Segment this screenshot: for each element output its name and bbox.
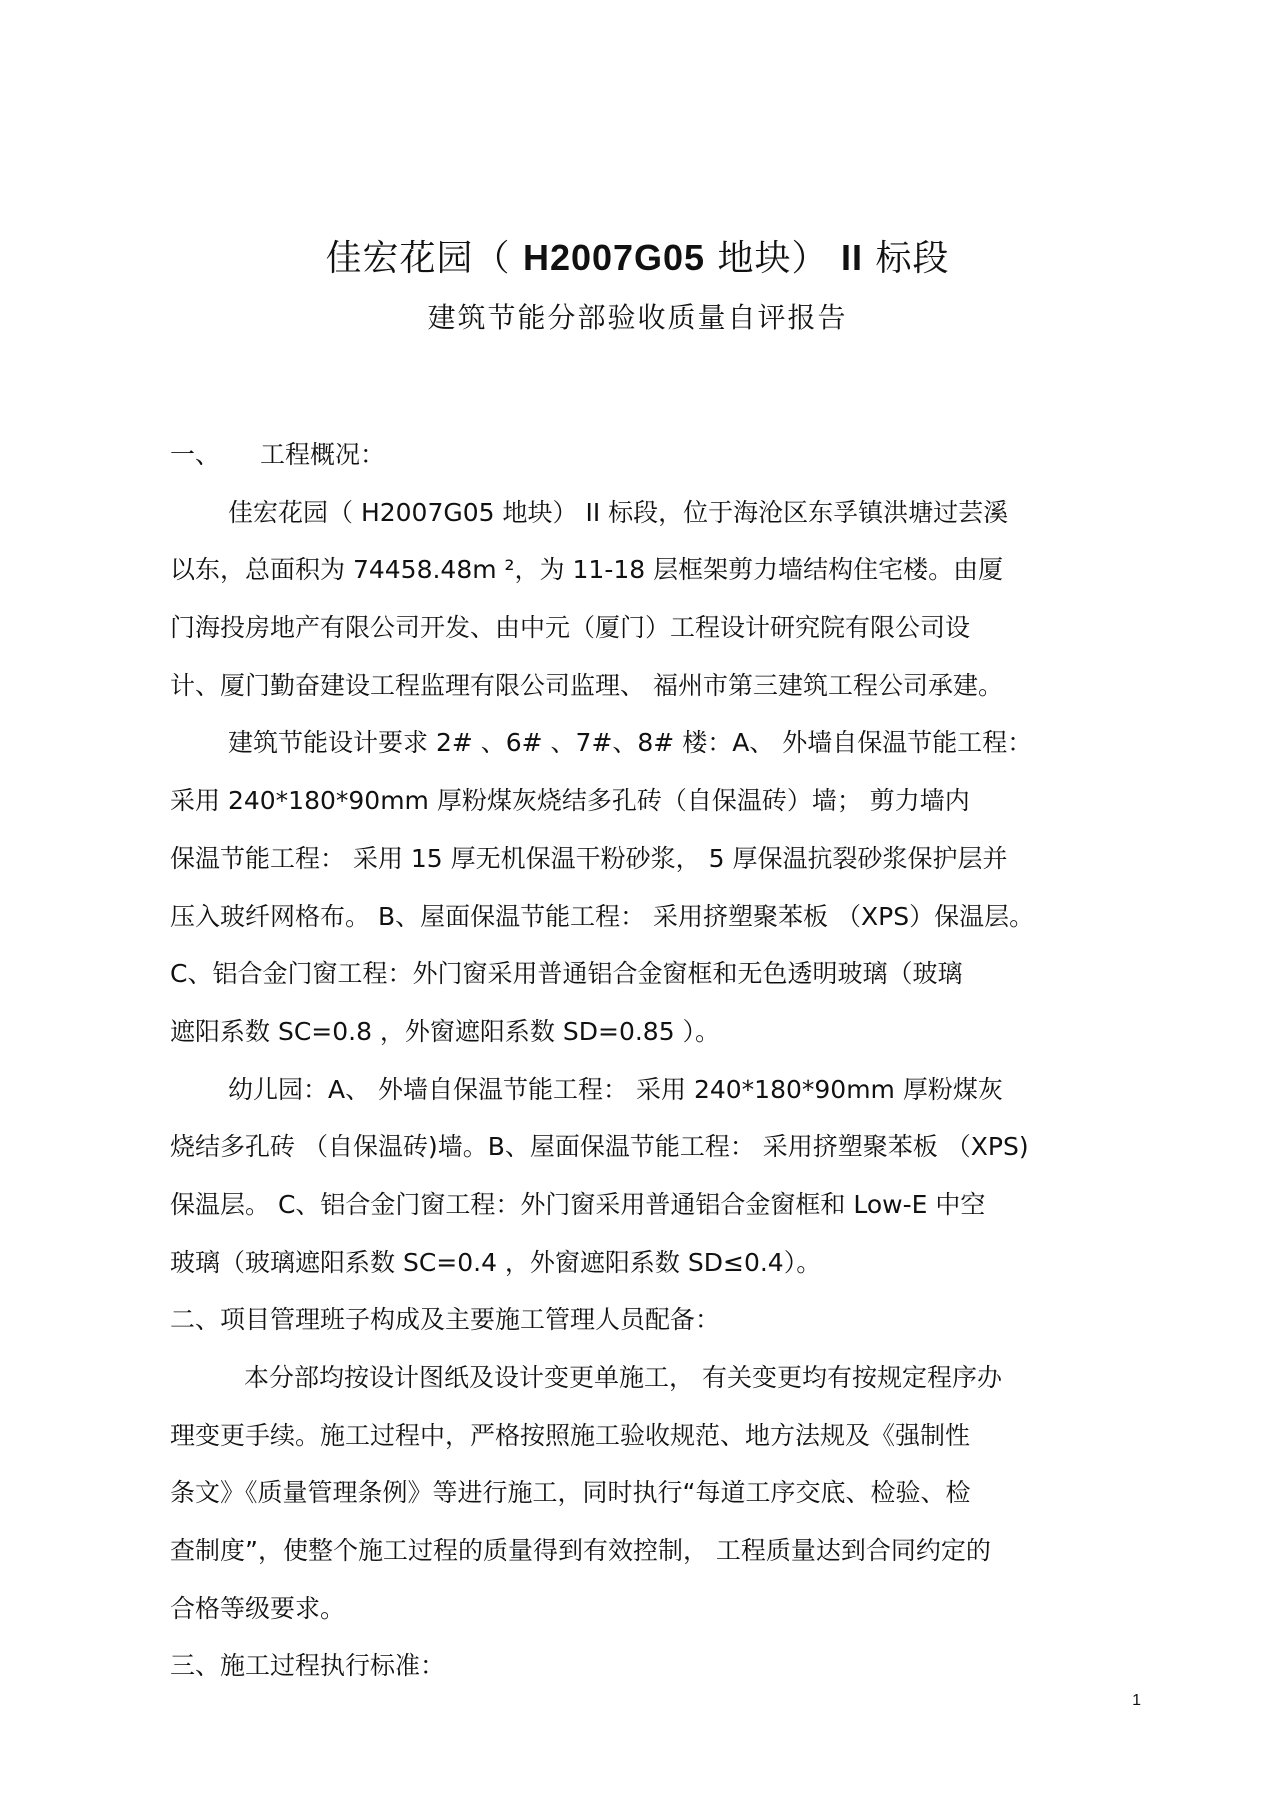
paragraph-line: 烧结多孔砖 （自保温砖)墙。B、屋面保温节能工程： 采用挤塑聚苯板 （XPS): [170, 1132, 1029, 1162]
section-heading-2: 二、项目管理班子构成及主要施工管理人员配备：: [170, 1305, 721, 1335]
paragraph-line: 采用 240*180*90mm 厚粉煤灰烧结多孔砖（自保温砖）墙； 剪力墙内: [170, 786, 970, 816]
title-part-1: 佳宏花园（: [325, 238, 511, 279]
section-heading-1: [170, 426, 1130, 484]
paragraph-line: 门海投房地产有限公司开发、由中元（厦门）工程设计研究院有限公司设: [170, 613, 971, 643]
paragraph-line: 计、厦门勤奋建设工程监理有限公司监理、 福州市第三建筑工程公司承建。: [170, 670, 1003, 700]
page-number: 1: [1132, 1692, 1141, 1709]
report-body: [170, 426, 1130, 1695]
paragraph-line: 查制度”，使整个施工过程的质量得到有效控制， 工程质量达到合同约定的: [170, 1536, 991, 1566]
report-subtitle: 建筑节能分部验收质量自评报告: [427, 301, 848, 334]
paragraph-line: 玻璃（玻璃遮阳系数 SC=0.4 ，外窗遮阳系数 SD≤0.4）。: [170, 1247, 822, 1277]
section-label-1: 工程概况：: [260, 440, 386, 469]
paragraph-line: 以东，总面积为 74458.48m ²，为 11-18 层框架剪力墙结构住宅楼。由厦: [170, 555, 1004, 585]
section-heading-3: 三、施工过程执行标准：: [170, 1651, 446, 1681]
paragraph-line: 本分部均按设计图纸及设计变更单施工， 有关变更均有按规定程序办: [244, 1363, 1002, 1392]
title-lot-code: H2007G05: [522, 237, 706, 278]
title-section-number: II: [841, 237, 864, 278]
title-part-2: 地块）: [717, 238, 829, 279]
section-number-1: 一、: [170, 440, 221, 469]
paragraph-line: 保温层。 C、铝合金门窗工程：外门窗采用普通铝合金窗框和 Low-E 中空: [170, 1189, 986, 1219]
paragraph-line: 理变更手续。施工过程中，严格按照施工验收规范、地方法规及《强制性: [170, 1420, 971, 1450]
paragraph-line: 压入玻纤网格布。 B、屋面保温节能工程： 采用挤塑聚苯板 （XPS）保温层。: [170, 901, 1035, 931]
paragraph-line: 条文》《质量管理条例》等进行施工，同时执行“每道工序交底、检验、检: [170, 1478, 971, 1508]
paragraph-line: 佳宏花园（ H2007G05 地块） II 标段，位于海沧区东孚镇洪塘过芸溪: [228, 497, 1009, 527]
paragraph-line: 合格等级要求。: [170, 1593, 346, 1623]
paragraph-line: 遮阳系数 SC=0.8 ，外窗遮阳系数 SD=0.85 ）。: [170, 1016, 721, 1046]
paragraph-line: 建筑节能设计要求 2# 、6# 、7#、8# 楼：A、 外墙自保温节能工程：: [228, 728, 1033, 758]
paragraph-line: 保温节能工程： 采用 15 厚无机保温干粉砂浆， 5 厚保温抗裂砂浆保护层并: [170, 843, 1008, 873]
paragraph-line: 幼儿园：A、 外墙自保温节能工程： 采用 240*180*90mm 厚粉煤灰: [228, 1074, 1003, 1104]
report-title: [0, 230, 1275, 281]
title-part-3: 标段: [875, 238, 950, 279]
paragraph-line: C、铝合金门窗工程：外门窗采用普通铝合金窗框和无色透明玻璃（玻璃: [170, 959, 963, 989]
